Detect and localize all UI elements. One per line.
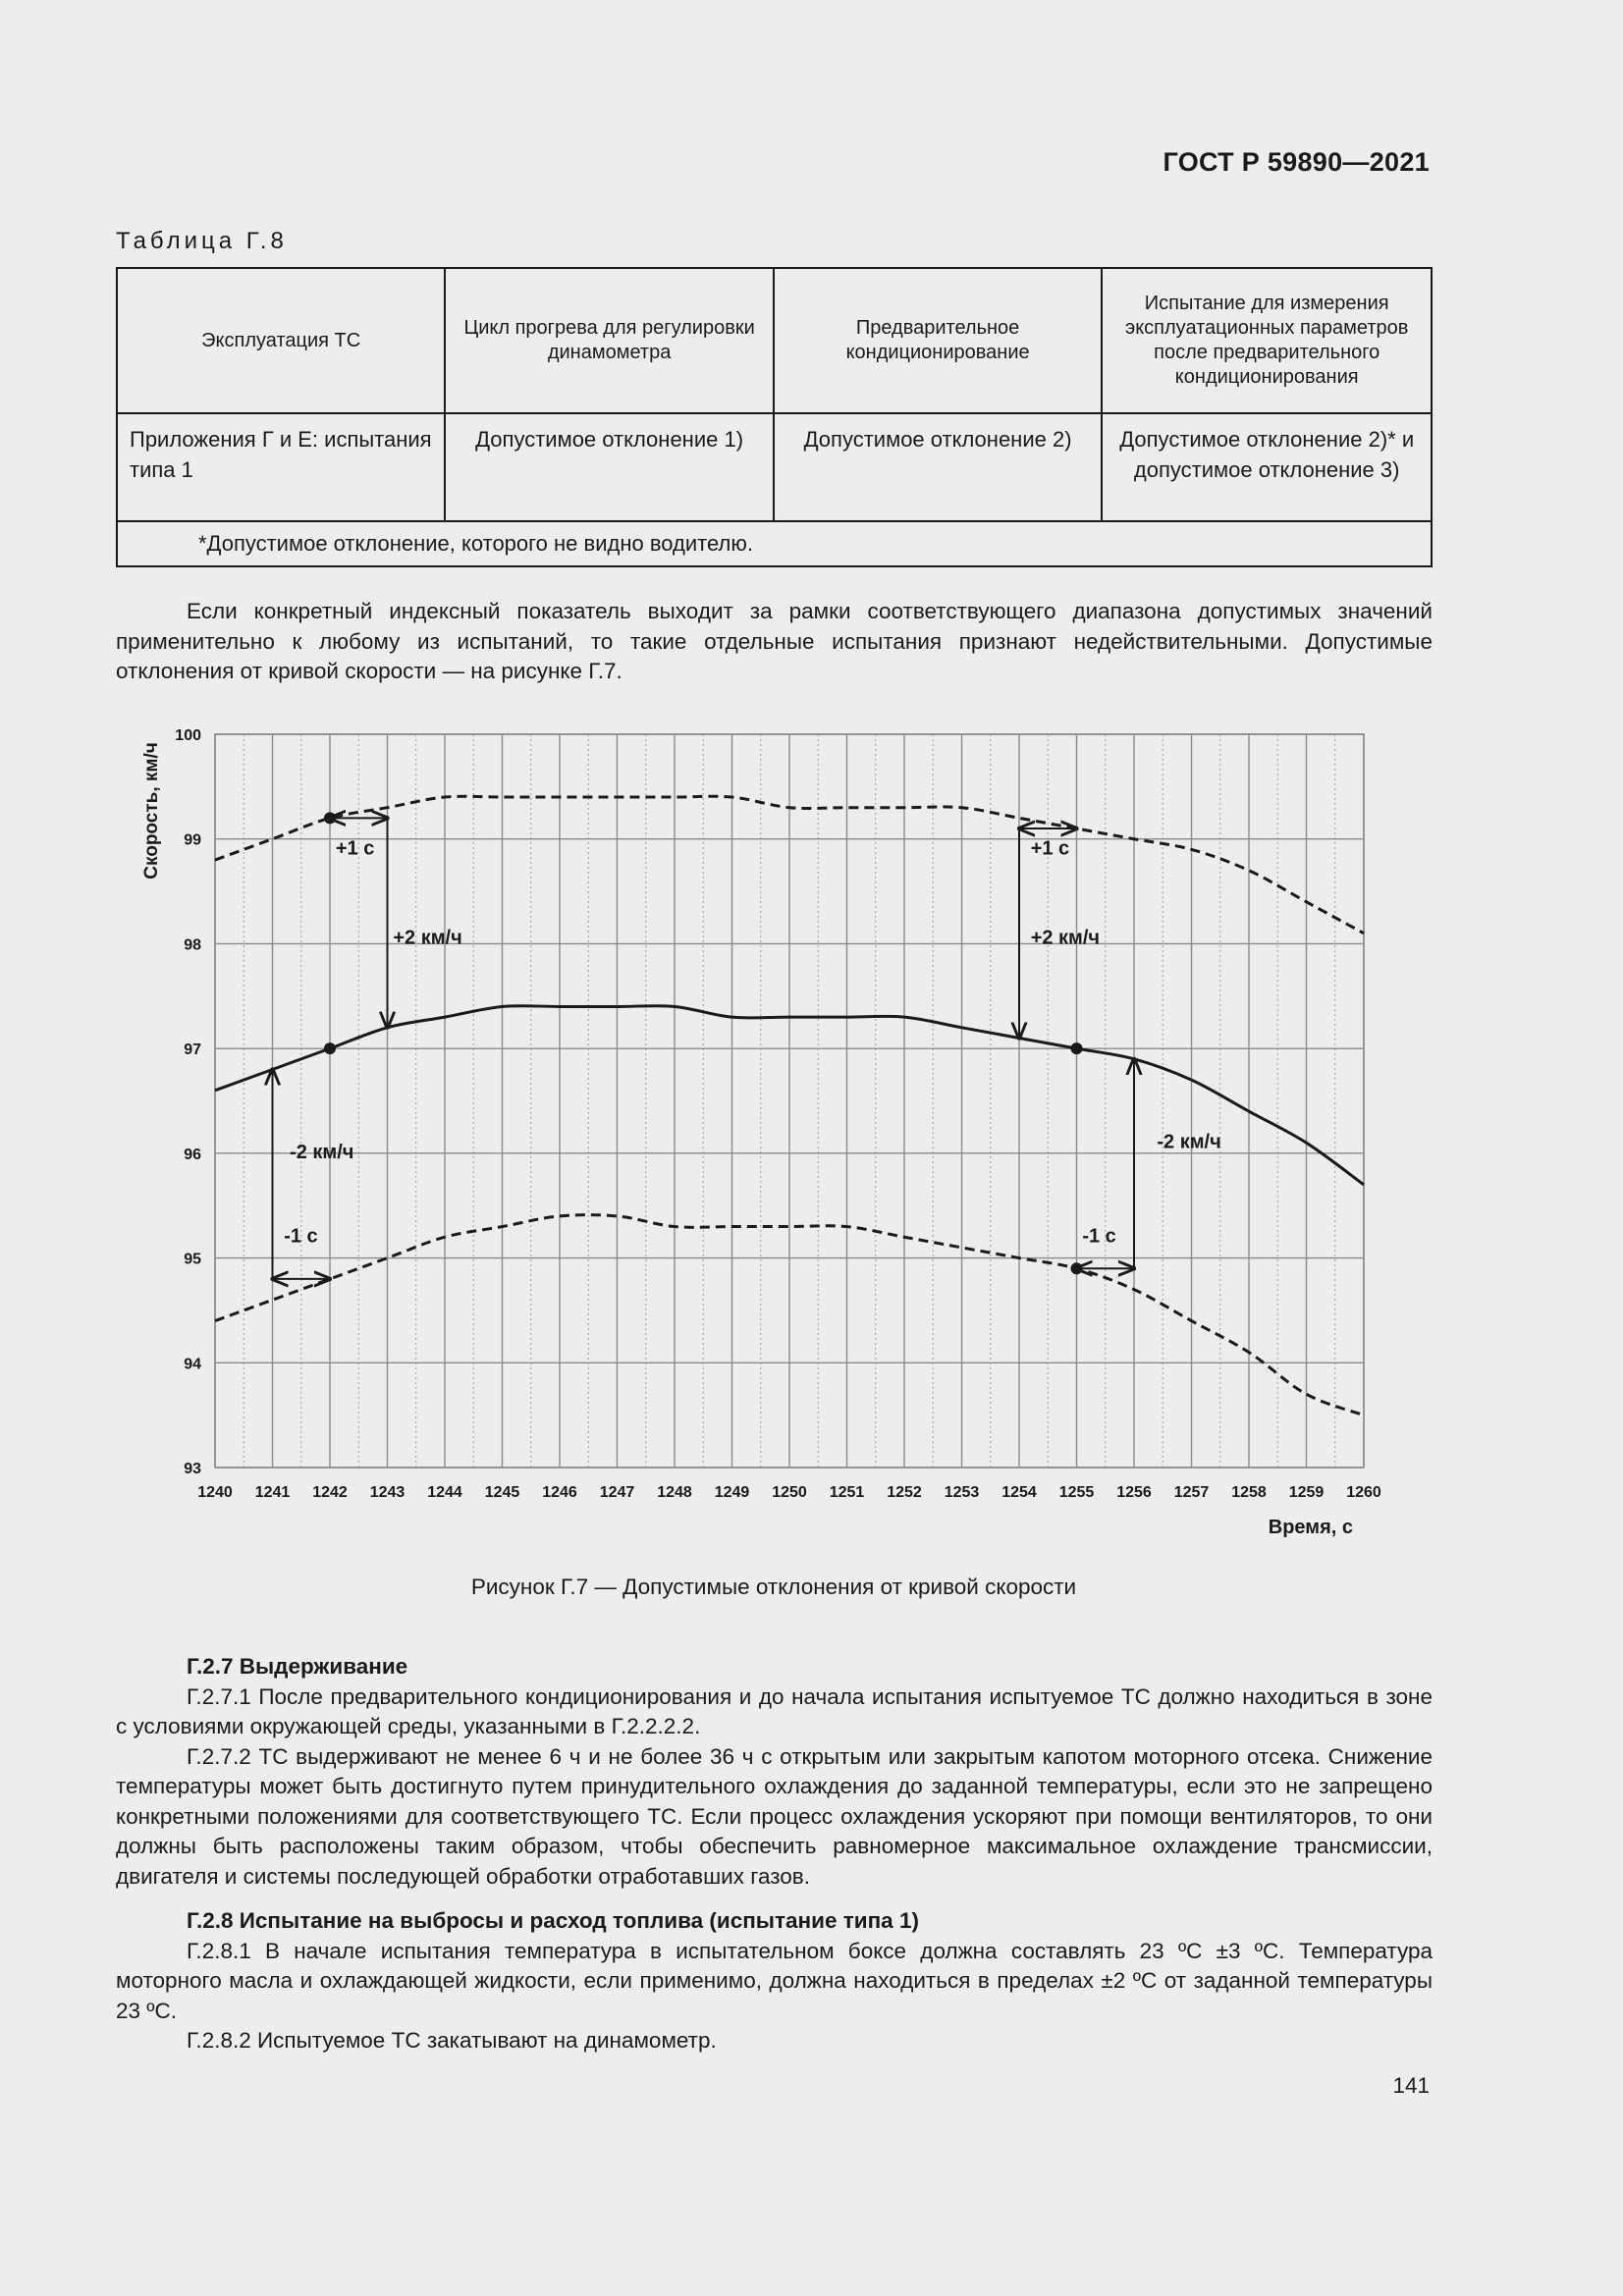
x-tick-label: 1258 xyxy=(1231,1484,1267,1501)
annotation-label: -2 км/ч xyxy=(1157,1131,1221,1153)
data-point xyxy=(1071,1042,1083,1054)
x-tick-label: 1255 xyxy=(1058,1484,1095,1501)
x-tick-label: 1245 xyxy=(484,1484,520,1501)
x-tick-label: 1260 xyxy=(1346,1484,1381,1501)
y-tick-label: 100 xyxy=(175,727,201,744)
x-tick-label: 1246 xyxy=(542,1484,577,1501)
paragraph: Г.2.7.2 ТС выдерживают не менее 6 ч и не более 36 ч с открытым или закрытым капотом моторного отсека. Снижение температуры может быть достигнуто путем принудительного охлаждения до заданной температуры, если это не запрещено конкретными положениями для соответствующего ТС. Если процесс охлаждения ускоряют при помощи вентиляторов, то они должны быть расположены таким образом, чтобы обеспечить равномерное максимальное охлаждение трансмиссии, двигателя и системы последующей обработки отработавших газов. xyxy=(116,1743,1433,1889)
y-tick-label: 95 xyxy=(184,1251,201,1268)
x-tick-label: 1259 xyxy=(1288,1484,1325,1501)
page-number: 141 xyxy=(1392,2073,1430,2098)
x-tick-label: 1256 xyxy=(1116,1484,1152,1501)
section-g28 xyxy=(116,1906,1433,2056)
table-caption: Таблица Г.8 xyxy=(116,228,288,254)
data-point xyxy=(324,812,336,824)
x-tick-label: 1241 xyxy=(254,1484,291,1501)
data-point xyxy=(1071,1262,1083,1274)
table-cell: Допустимое отклонение 2)* и допустимое отклонение 3) xyxy=(1102,413,1432,521)
intro-paragraph: Если конкретный индексный показатель выходит за рамки соответствующего диапазона допустимых значений применительно к любому из испытаний, то такие отдельные испытания признают недействительными. Допустимые отклонения от кривой скорости — на рисунке Г.7. xyxy=(116,599,1433,683)
x-tick-label: 1251 xyxy=(829,1484,865,1501)
annotation-label: +2 км/ч xyxy=(1030,927,1101,949)
table-cell: Допустимое отклонение 1) xyxy=(445,413,773,521)
section-heading: Г.2.7 Выдерживание xyxy=(187,1654,408,1679)
x-tick-label: 1250 xyxy=(772,1484,807,1501)
table-cell: Допустимое отклонение 2) xyxy=(774,413,1103,521)
annotation-label: -2 км/ч xyxy=(290,1142,354,1164)
annotation-label: -1 с xyxy=(1082,1225,1116,1248)
table-header-cell: Цикл прогрева для регулировки динамометра xyxy=(445,268,773,413)
x-tick-label: 1247 xyxy=(599,1484,635,1501)
section-heading: Г.2.8 Испытание на выбросы и расход топлива (испытание типа 1) xyxy=(187,1908,919,1933)
annotation-label: +1 с xyxy=(1030,837,1070,860)
x-tick-label: 1249 xyxy=(714,1484,750,1501)
y-tick-label: 94 xyxy=(184,1356,201,1373)
table-note: *Допустимое отклонение, которого не видно водителю. xyxy=(117,521,1432,566)
y-tick-label: 97 xyxy=(184,1041,201,1059)
table-cell: Приложения Г и Е: испытания типа 1 xyxy=(117,413,445,521)
x-tick-label: 1244 xyxy=(427,1484,462,1501)
paragraph: Г.2.8.2 Испытуемое ТС закатывают на динамометр. xyxy=(187,2028,717,2053)
x-tick-label: 1240 xyxy=(197,1484,233,1501)
data-point xyxy=(324,1042,336,1054)
x-tick-label: 1254 xyxy=(1001,1484,1037,1501)
x-tick-label: 1248 xyxy=(657,1484,692,1501)
x-tick-label: 1242 xyxy=(312,1484,348,1501)
table-header-cell: Испытание для измерения эксплуатационных параметров после предварительного кондиционирования xyxy=(1102,268,1432,413)
annotation-label: +1 с xyxy=(335,837,375,860)
figure-caption: Рисунок Г.7 — Допустимые отклонения от кривой скорости xyxy=(470,1575,1077,1599)
table-header-cell: Предварительное кондиционирование xyxy=(774,268,1103,413)
y-tick-label: 96 xyxy=(184,1146,201,1163)
x-tick-label: 1253 xyxy=(944,1484,980,1501)
section-g27 xyxy=(116,1652,1433,1892)
y-tick-label: 98 xyxy=(184,936,201,954)
annotation-label: +2 км/ч xyxy=(393,927,462,949)
x-axis-label: Время, с xyxy=(1268,1517,1353,1538)
y-tick-label: 99 xyxy=(184,831,201,849)
x-tick-label: 1243 xyxy=(369,1484,406,1501)
y-tick-label: 93 xyxy=(184,1461,201,1477)
paragraph: Г.2.7.1 После предварительного кондиционирования и до начала испытания испытуемое ТС должно находиться в зоне с условиями окружающей среды, указанными в Г.2.2.2.2. xyxy=(116,1683,1433,1738)
x-tick-label: 1252 xyxy=(887,1484,922,1501)
x-tick-label: 1257 xyxy=(1173,1484,1210,1501)
annotation-label: -1 с xyxy=(284,1225,318,1248)
standard-code: ГОСТ Р 59890—2021 xyxy=(1163,147,1430,177)
table-header-cell: Эксплуатация ТС xyxy=(117,268,445,413)
paragraph: Г.2.8.1 В начале испытания температура в испытательном боксе должна составлять 23 ºС ±3 ºС. Температура моторного масла и охлаждающей жидкости, если применимо, должна находиться в пределах ±2 ºС от заданной температуры 23 ºС. xyxy=(116,1938,1433,2023)
y-axis-label: Скорость, км/ч xyxy=(141,742,162,880)
